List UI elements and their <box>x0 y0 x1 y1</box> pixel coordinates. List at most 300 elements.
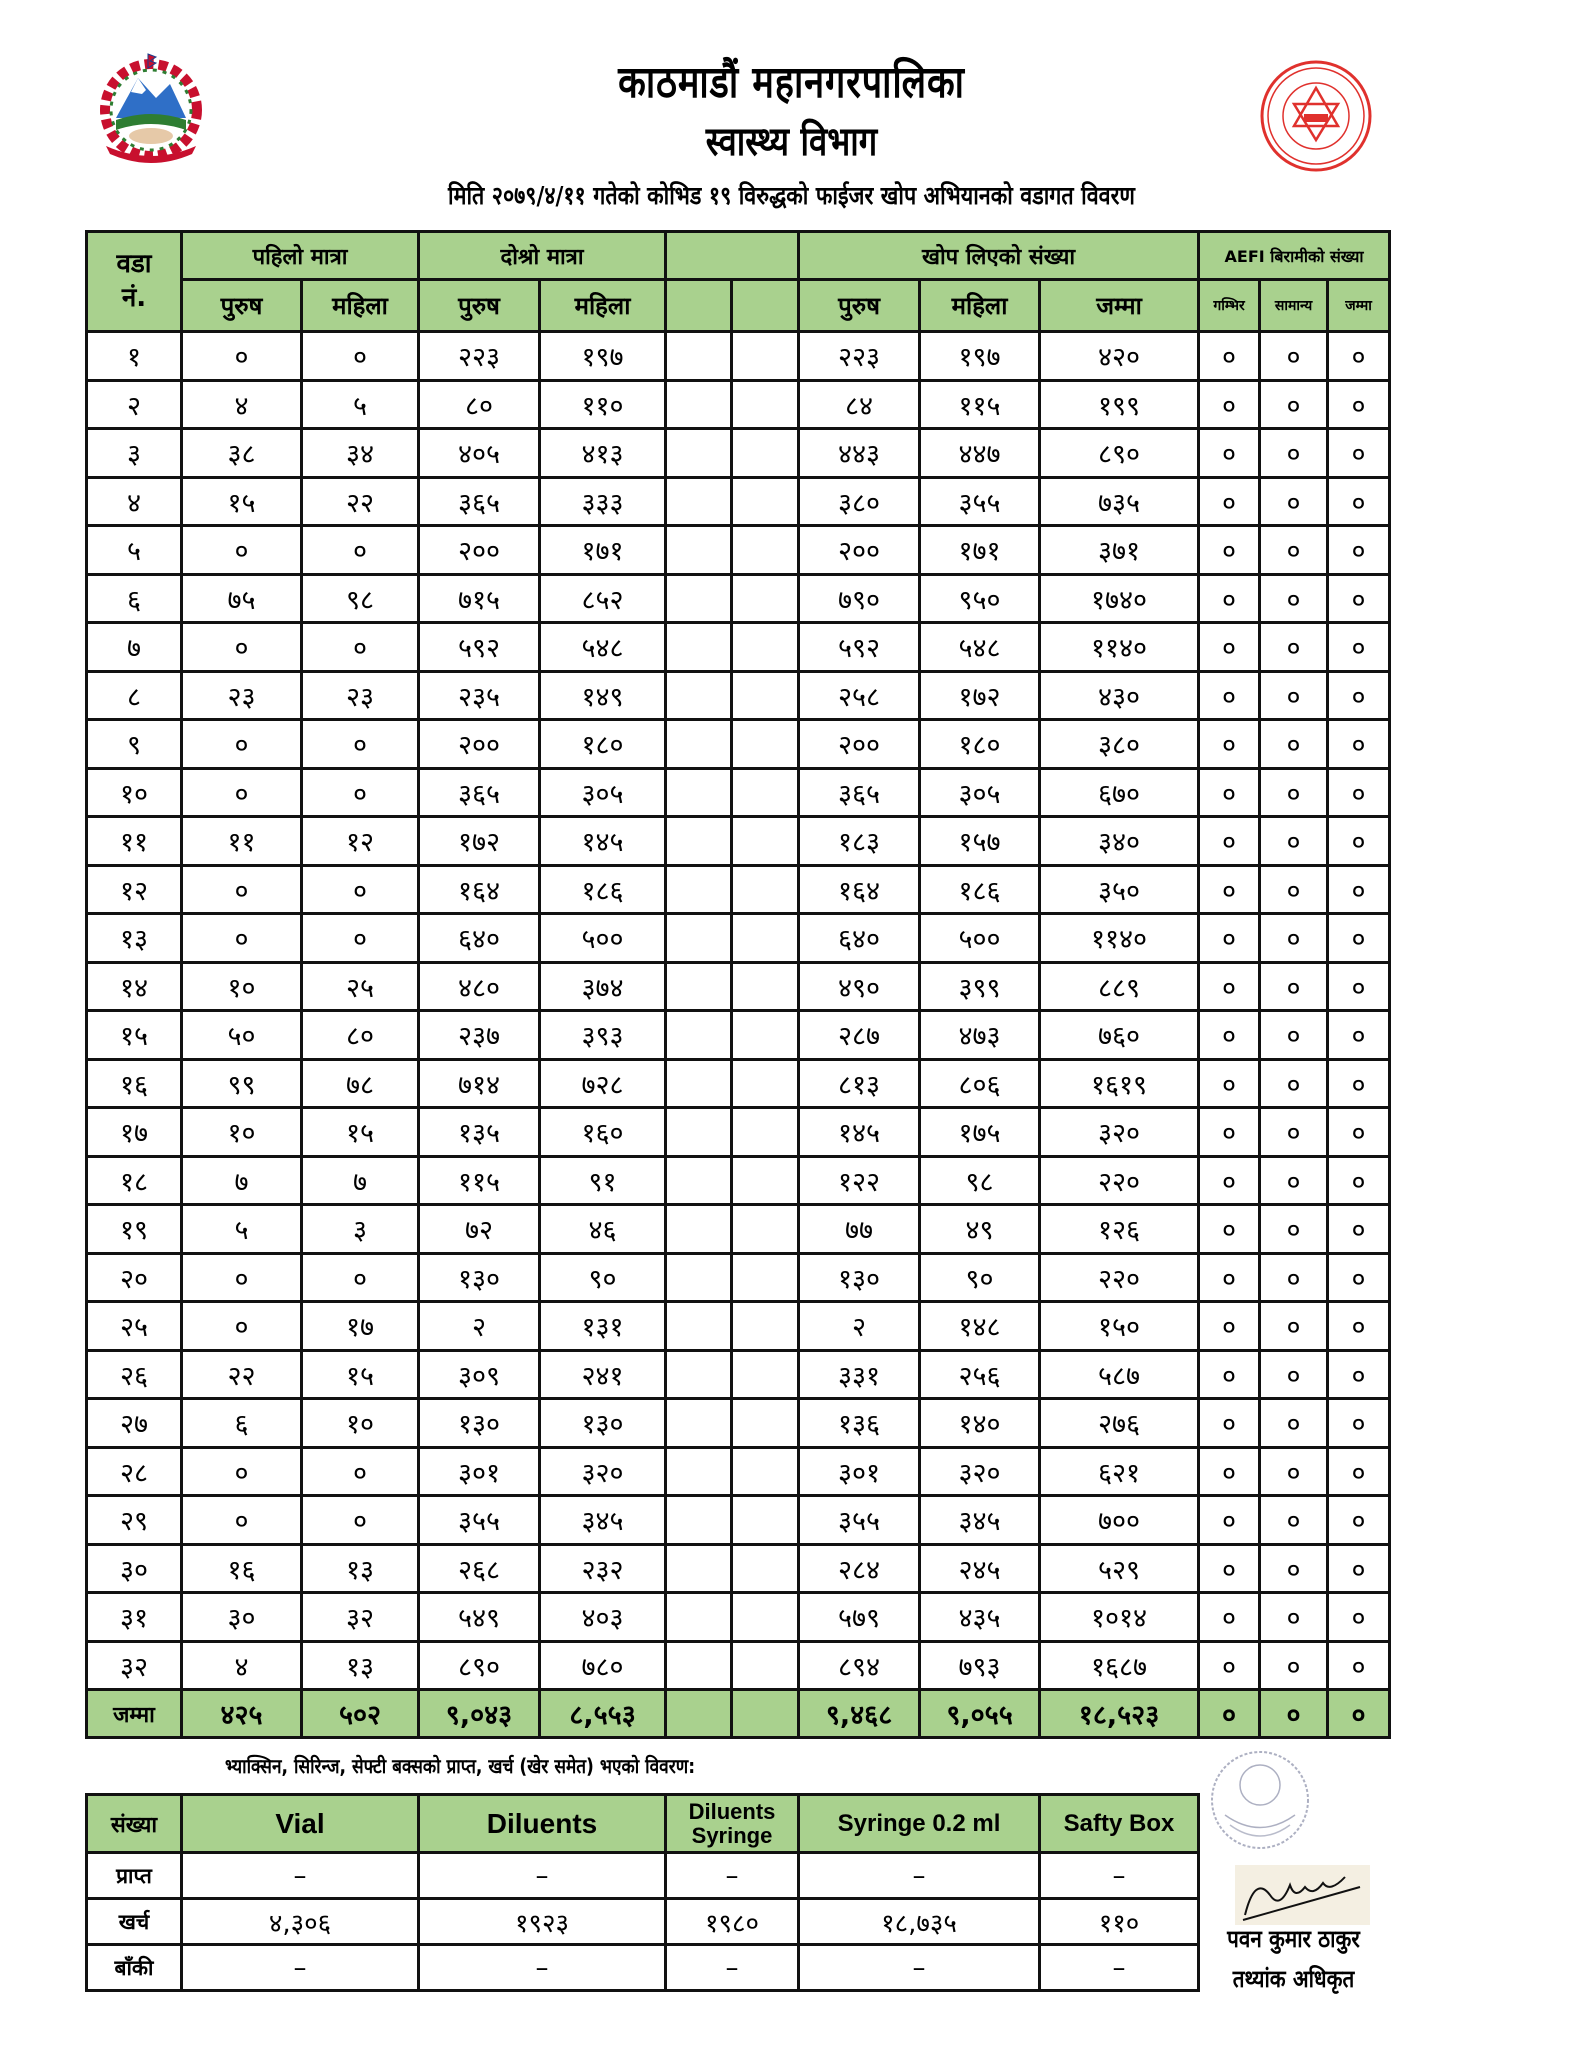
cell-t-f: ७९३ <box>920 1641 1040 1690</box>
cell-a-t: ० <box>1328 526 1390 575</box>
cell-d2-m: ४०५ <box>419 429 540 478</box>
cell-t-total: ७३५ <box>1040 477 1199 526</box>
cell-a-s: ० <box>1199 1205 1260 1254</box>
table-row <box>87 768 1390 817</box>
cell-a-s: ० <box>1199 574 1260 623</box>
cell-b2 <box>732 380 799 429</box>
signature-image <box>1235 1865 1370 1925</box>
cell-a-t: ० <box>1328 671 1390 720</box>
cell-d2-m: ३६५ <box>419 768 540 817</box>
cell-a-n: ० <box>1260 720 1328 769</box>
table-row <box>87 1641 1390 1690</box>
cell-b1 <box>666 1447 732 1496</box>
cell-a-s: ० <box>1199 1253 1260 1302</box>
supply-cell-label: खर्च <box>87 1899 182 1945</box>
cell-a-s: ० <box>1199 1447 1260 1496</box>
cell-ward: १५ <box>87 1011 182 1060</box>
total-cell-d2-f: ८,५५३ <box>540 1690 666 1738</box>
cell-a-t: ० <box>1328 1011 1390 1060</box>
cell-d2-m: १७२ <box>419 817 540 866</box>
total-cell-d1-f: ५०२ <box>302 1690 419 1738</box>
cell-d2-m: ५४९ <box>419 1593 540 1642</box>
cell-t-m: ३३१ <box>799 1350 920 1399</box>
cell-a-s: ० <box>1199 1011 1260 1060</box>
cell-a-n: ० <box>1260 962 1328 1011</box>
cell-d2-f: ४१३ <box>540 429 666 478</box>
table-row <box>87 1156 1390 1205</box>
cell-a-s: ० <box>1199 1641 1260 1690</box>
table-row <box>87 380 1390 429</box>
cell-ward: १९ <box>87 1205 182 1254</box>
supply-cell-diluents: – <box>419 1853 666 1899</box>
cell-d1-m: ० <box>182 332 302 381</box>
cell-t-total: १६१९ <box>1040 1059 1199 1108</box>
cell-t-total: ११४० <box>1040 623 1199 672</box>
cell-t-f: ३२० <box>920 1447 1040 1496</box>
cell-d2-f: ७२८ <box>540 1059 666 1108</box>
cell-a-n: ० <box>1260 623 1328 672</box>
supply-cell-label: बाँकी <box>87 1945 182 1991</box>
cell-b2 <box>732 526 799 575</box>
cell-ward: २ <box>87 380 182 429</box>
supply-table <box>85 1793 1200 1992</box>
cell-a-t: ० <box>1328 429 1390 478</box>
cell-a-t: ० <box>1328 817 1390 866</box>
cell-t-m: १३० <box>799 1253 920 1302</box>
cell-d2-f: ५४८ <box>540 623 666 672</box>
cell-t-total: ६७० <box>1040 768 1199 817</box>
cell-d1-f: ० <box>302 623 419 672</box>
cell-t-m: २०० <box>799 720 920 769</box>
blank-group-header <box>666 232 799 280</box>
table-row <box>87 1399 1390 1448</box>
cell-b1 <box>666 1302 732 1351</box>
first-dose-female-header: महिला <box>302 280 419 332</box>
cell-t-f: ११५ <box>920 380 1040 429</box>
cell-d1-m: ० <box>182 768 302 817</box>
cell-b1 <box>666 720 732 769</box>
cell-ward: ३१ <box>87 1593 182 1642</box>
cell-b1 <box>666 574 732 623</box>
cell-d2-m: ३०९ <box>419 1350 540 1399</box>
cell-b2 <box>732 720 799 769</box>
cell-d2-m: ५९२ <box>419 623 540 672</box>
cell-a-n: ० <box>1260 1156 1328 1205</box>
cell-b1 <box>666 914 732 963</box>
cell-d2-f: ९० <box>540 1253 666 1302</box>
cell-d1-m: २३ <box>182 671 302 720</box>
cell-a-s: ० <box>1199 526 1260 575</box>
cell-t-total: ३४० <box>1040 817 1199 866</box>
table-row <box>87 1447 1390 1496</box>
cell-b2 <box>732 1059 799 1108</box>
cell-b1 <box>666 429 732 478</box>
cell-ward: ३ <box>87 429 182 478</box>
table-row <box>87 962 1390 1011</box>
cell-a-t: ० <box>1328 768 1390 817</box>
supply-cell-syringe: – <box>799 1853 1040 1899</box>
cell-t-f: १४० <box>920 1399 1040 1448</box>
cell-t-total: १६८७ <box>1040 1641 1199 1690</box>
cell-b1 <box>666 1496 732 1545</box>
cell-d1-m: ५ <box>182 1205 302 1254</box>
syringe-header: Syringe 0.2 ml <box>799 1795 1040 1853</box>
cell-t-m: ३५५ <box>799 1496 920 1545</box>
cell-b1 <box>666 1011 732 1060</box>
cell-ward: १४ <box>87 962 182 1011</box>
supply-cell-safety-box: – <box>1040 1853 1199 1899</box>
cell-b2 <box>732 623 799 672</box>
table-row <box>87 623 1390 672</box>
cell-a-s: ० <box>1199 429 1260 478</box>
cell-b2 <box>732 1108 799 1157</box>
cell-b2 <box>732 1496 799 1545</box>
cell-d2-m: २३५ <box>419 671 540 720</box>
cell-d2-f: ४०३ <box>540 1593 666 1642</box>
cell-d2-f: ७८० <box>540 1641 666 1690</box>
cell-d1-m: ९९ <box>182 1059 302 1108</box>
cell-b1 <box>666 768 732 817</box>
total-cell-t-f: ९,०५५ <box>920 1690 1040 1738</box>
cell-a-n: ० <box>1260 1059 1328 1108</box>
ward-table-body <box>87 332 1390 1738</box>
cell-t-f: १७५ <box>920 1108 1040 1157</box>
cell-ward: १ <box>87 332 182 381</box>
cell-d1-f: ० <box>302 332 419 381</box>
supply-table-body <box>87 1853 1199 1991</box>
cell-t-f: ९० <box>920 1253 1040 1302</box>
cell-b2 <box>732 1011 799 1060</box>
cell-a-n: ० <box>1260 1544 1328 1593</box>
cell-b1 <box>666 332 732 381</box>
second-dose-male-header: पुरुष <box>419 280 540 332</box>
cell-t-f: १८६ <box>920 865 1040 914</box>
cell-d1-f: ३ <box>302 1205 419 1254</box>
cell-a-n: ० <box>1260 1496 1328 1545</box>
blank-sub-header-2 <box>732 280 799 332</box>
cell-d1-m: ६ <box>182 1399 302 1448</box>
cell-t-m: ५९२ <box>799 623 920 672</box>
cell-d1-f: १५ <box>302 1108 419 1157</box>
cell-ward: १० <box>87 768 182 817</box>
cell-t-f: १७१ <box>920 526 1040 575</box>
cell-a-n: ० <box>1260 1108 1328 1157</box>
supply-cell-diluents-syringe: १९८० <box>666 1899 799 1945</box>
cell-a-n: ० <box>1260 1641 1328 1690</box>
cell-a-s: ० <box>1199 623 1260 672</box>
cell-d2-f: ३४५ <box>540 1496 666 1545</box>
cell-b1 <box>666 1350 732 1399</box>
cell-a-n: ० <box>1260 1593 1328 1642</box>
cell-a-n: ० <box>1260 671 1328 720</box>
cell-t-total: ८९० <box>1040 429 1199 478</box>
cell-a-t: ० <box>1328 962 1390 1011</box>
cell-a-s: ० <box>1199 1059 1260 1108</box>
cell-d1-f: ३२ <box>302 1593 419 1642</box>
cell-a-t: ० <box>1328 1350 1390 1399</box>
cell-t-m: २०० <box>799 526 920 575</box>
cell-t-f: १५७ <box>920 817 1040 866</box>
cell-ward: ८ <box>87 671 182 720</box>
cell-d2-m: १६४ <box>419 865 540 914</box>
table-row <box>87 1593 1390 1642</box>
cell-a-n: ० <box>1260 1205 1328 1254</box>
cell-d2-f: १८६ <box>540 865 666 914</box>
cell-t-total: १५० <box>1040 1302 1199 1351</box>
cell-a-t: ० <box>1328 1205 1390 1254</box>
cell-a-t: ० <box>1328 1641 1390 1690</box>
cell-a-n: ० <box>1260 914 1328 963</box>
cell-a-t: ० <box>1328 332 1390 381</box>
cell-d1-m: ० <box>182 1253 302 1302</box>
cell-a-s: ० <box>1199 1156 1260 1205</box>
cell-t-m: २ <box>799 1302 920 1351</box>
cell-ward: १३ <box>87 914 182 963</box>
cell-d1-f: ० <box>302 720 419 769</box>
table-row <box>87 1496 1390 1545</box>
supply-row <box>87 1853 1199 1899</box>
cell-d1-m: ० <box>182 1496 302 1545</box>
cell-a-s: ० <box>1199 332 1260 381</box>
table-row <box>87 1059 1390 1108</box>
cell-d1-f: ० <box>302 526 419 575</box>
table-row <box>87 1205 1390 1254</box>
cell-a-s: ० <box>1199 477 1260 526</box>
table-row <box>87 1302 1390 1351</box>
cell-d2-f: ३९३ <box>540 1011 666 1060</box>
cell-ward: ३० <box>87 1544 182 1593</box>
cell-d2-m: २३७ <box>419 1011 540 1060</box>
cell-a-n: ० <box>1260 380 1328 429</box>
cell-t-m: ३८० <box>799 477 920 526</box>
total-cell-ward: जम्मा <box>87 1690 182 1738</box>
cell-d1-f: १० <box>302 1399 419 1448</box>
cell-t-f: ४४७ <box>920 429 1040 478</box>
diluents-syringe-header: Diluents Syringe <box>666 1795 799 1853</box>
cell-a-s: ० <box>1199 1302 1260 1351</box>
cell-a-s: ० <box>1199 380 1260 429</box>
cell-t-m: ८४ <box>799 380 920 429</box>
second-dose-header: दोश्रो मात्रा <box>419 232 666 280</box>
cell-a-s: ० <box>1199 1350 1260 1399</box>
cell-d2-m: ७१५ <box>419 574 540 623</box>
cell-a-t: ० <box>1328 1399 1390 1448</box>
cell-a-t: ० <box>1328 574 1390 623</box>
cell-d2-m: ७१४ <box>419 1059 540 1108</box>
table-row <box>87 574 1390 623</box>
cell-b2 <box>732 914 799 963</box>
cell-b1 <box>666 526 732 575</box>
total-cell-d2-m: ९,०४३ <box>419 1690 540 1738</box>
table-row <box>87 671 1390 720</box>
supply-row <box>87 1899 1199 1945</box>
cell-t-total: ८८९ <box>1040 962 1199 1011</box>
cell-d2-f: १४९ <box>540 671 666 720</box>
cell-a-t: ० <box>1328 1496 1390 1545</box>
cell-d1-m: १० <box>182 962 302 1011</box>
aefi-serious-header: गम्भिर <box>1199 280 1260 332</box>
cell-d1-f: ० <box>302 768 419 817</box>
cell-a-s: ० <box>1199 817 1260 866</box>
cell-t-total: ७६० <box>1040 1011 1199 1060</box>
cell-t-total: १०१४ <box>1040 1593 1199 1642</box>
cell-a-n: ० <box>1260 1011 1328 1060</box>
cell-b2 <box>732 962 799 1011</box>
ward-vaccination-table <box>85 230 1391 1739</box>
diluents-header: Diluents <box>419 1795 666 1853</box>
table-row <box>87 1011 1390 1060</box>
cell-d2-f: १३० <box>540 1399 666 1448</box>
cell-d2-f: ८५२ <box>540 574 666 623</box>
supply-cell-vial: – <box>182 1945 419 1991</box>
first-dose-header: पहिलो मात्रा <box>182 232 419 280</box>
total-cell-t-m: ९,४६८ <box>799 1690 920 1738</box>
cell-d2-f: ३०५ <box>540 768 666 817</box>
cell-t-m: ७७ <box>799 1205 920 1254</box>
cell-ward: २८ <box>87 1447 182 1496</box>
cell-a-n: ० <box>1260 817 1328 866</box>
cell-t-m: १३६ <box>799 1399 920 1448</box>
cell-b1 <box>666 1156 732 1205</box>
supply-caption: भ्याक्सिन, सिरिन्ज, सेफ्टी बक्सको प्राप्त, खर्च (खेर समेत) भएको विवरण: <box>225 1754 696 1778</box>
cell-d1-m: ० <box>182 526 302 575</box>
supply-cell-diluents-syringe: – <box>666 1853 799 1899</box>
cell-t-m: २८७ <box>799 1011 920 1060</box>
cell-a-t: ० <box>1328 1302 1390 1351</box>
table-row <box>87 332 1390 381</box>
cell-b1 <box>666 817 732 866</box>
signer-title: तथ्यांक अधिकृत <box>1232 1965 1355 1993</box>
cell-a-t: ० <box>1328 623 1390 672</box>
cell-a-n: ० <box>1260 768 1328 817</box>
cell-d2-m: २०० <box>419 526 540 575</box>
cell-t-m: १२२ <box>799 1156 920 1205</box>
cell-ward: ९ <box>87 720 182 769</box>
cell-a-s: ० <box>1199 720 1260 769</box>
cell-d1-m: ० <box>182 1302 302 1351</box>
cell-a-s: ० <box>1199 671 1260 720</box>
cell-t-m: २२३ <box>799 332 920 381</box>
cell-d1-m: ३८ <box>182 429 302 478</box>
cell-t-f: ३९९ <box>920 962 1040 1011</box>
cell-b1 <box>666 1059 732 1108</box>
cell-ward: ५ <box>87 526 182 575</box>
table-row <box>87 1350 1390 1399</box>
cell-a-s: ० <box>1199 1108 1260 1157</box>
cell-t-f: २४५ <box>920 1544 1040 1593</box>
supply-cell-vial: – <box>182 1853 419 1899</box>
cell-ward: १६ <box>87 1059 182 1108</box>
cell-b1 <box>666 865 732 914</box>
cell-t-f: १४८ <box>920 1302 1040 1351</box>
cell-b2 <box>732 817 799 866</box>
cell-d1-f: १७ <box>302 1302 419 1351</box>
table-row <box>87 526 1390 575</box>
total-cell-a-n: ० <box>1260 1690 1328 1738</box>
cell-ward: ७ <box>87 623 182 672</box>
cell-t-f: ५४८ <box>920 623 1040 672</box>
cell-t-total: ११४० <box>1040 914 1199 963</box>
cell-t-total: २२० <box>1040 1156 1199 1205</box>
cell-d1-m: ४ <box>182 1641 302 1690</box>
supply-cell-syringe: – <box>799 1945 1040 1991</box>
cell-t-f: १७२ <box>920 671 1040 720</box>
cell-d2-m: ४८० <box>419 962 540 1011</box>
cell-a-n: ० <box>1260 526 1328 575</box>
cell-d1-m: ७ <box>182 1156 302 1205</box>
cell-a-n: ० <box>1260 1350 1328 1399</box>
total-cell-a-t: ० <box>1328 1690 1390 1738</box>
cell-d2-f: १४५ <box>540 817 666 866</box>
vaccinated-total-header: जम्मा <box>1040 280 1199 332</box>
cell-b1 <box>666 380 732 429</box>
cell-a-n: ० <box>1260 865 1328 914</box>
cell-d2-f: ९१ <box>540 1156 666 1205</box>
cell-d1-m: ० <box>182 914 302 963</box>
cell-d2-f: ५०० <box>540 914 666 963</box>
cell-t-total: ३५० <box>1040 865 1199 914</box>
cell-a-s: ० <box>1199 1496 1260 1545</box>
cell-d2-f: ३७४ <box>540 962 666 1011</box>
cell-b2 <box>732 332 799 381</box>
office-stamp-icon <box>1205 1745 1315 1855</box>
cell-t-m: ३६५ <box>799 768 920 817</box>
supply-label-header: संख्या <box>87 1795 182 1853</box>
cell-b1 <box>666 623 732 672</box>
cell-d2-m: ३६५ <box>419 477 540 526</box>
cell-d1-m: ५० <box>182 1011 302 1060</box>
cell-t-m: ४९० <box>799 962 920 1011</box>
cell-d1-f: २५ <box>302 962 419 1011</box>
cell-t-f: ४३५ <box>920 1593 1040 1642</box>
cell-d1-m: ४ <box>182 380 302 429</box>
cell-d1-m: ० <box>182 720 302 769</box>
cell-t-total: ५८७ <box>1040 1350 1199 1399</box>
cell-b2 <box>732 477 799 526</box>
cell-d1-f: ० <box>302 914 419 963</box>
cell-b2 <box>732 1593 799 1642</box>
cell-b2 <box>732 1302 799 1351</box>
cell-d1-f: ३४ <box>302 429 419 478</box>
table-row <box>87 817 1390 866</box>
supply-row <box>87 1945 1199 1991</box>
cell-b2 <box>732 574 799 623</box>
cell-b1 <box>666 1399 732 1448</box>
cell-d1-f: १३ <box>302 1544 419 1593</box>
cell-d1-m: ० <box>182 623 302 672</box>
cell-a-s: ० <box>1199 865 1260 914</box>
cell-a-t: ० <box>1328 1108 1390 1157</box>
cell-d2-f: ४६ <box>540 1205 666 1254</box>
supply-cell-vial: ४,३०६ <box>182 1899 419 1945</box>
cell-t-m: ६४० <box>799 914 920 963</box>
cell-a-t: ० <box>1328 1059 1390 1108</box>
cell-b2 <box>732 1544 799 1593</box>
cell-ward: १२ <box>87 865 182 914</box>
cell-d1-f: २३ <box>302 671 419 720</box>
cell-d1-f: ९८ <box>302 574 419 623</box>
safety-box-header: Safty Box <box>1040 1795 1199 1853</box>
vaccinated-male-header: पुरुष <box>799 280 920 332</box>
cell-a-t: ० <box>1328 1447 1390 1496</box>
second-dose-female-header: महिला <box>540 280 666 332</box>
cell-d1-m: २२ <box>182 1350 302 1399</box>
cell-d1-m: ० <box>182 1447 302 1496</box>
cell-a-n: ० <box>1260 1447 1328 1496</box>
cell-t-f: ४७३ <box>920 1011 1040 1060</box>
cell-ward: २५ <box>87 1302 182 1351</box>
cell-t-total: ४२० <box>1040 332 1199 381</box>
